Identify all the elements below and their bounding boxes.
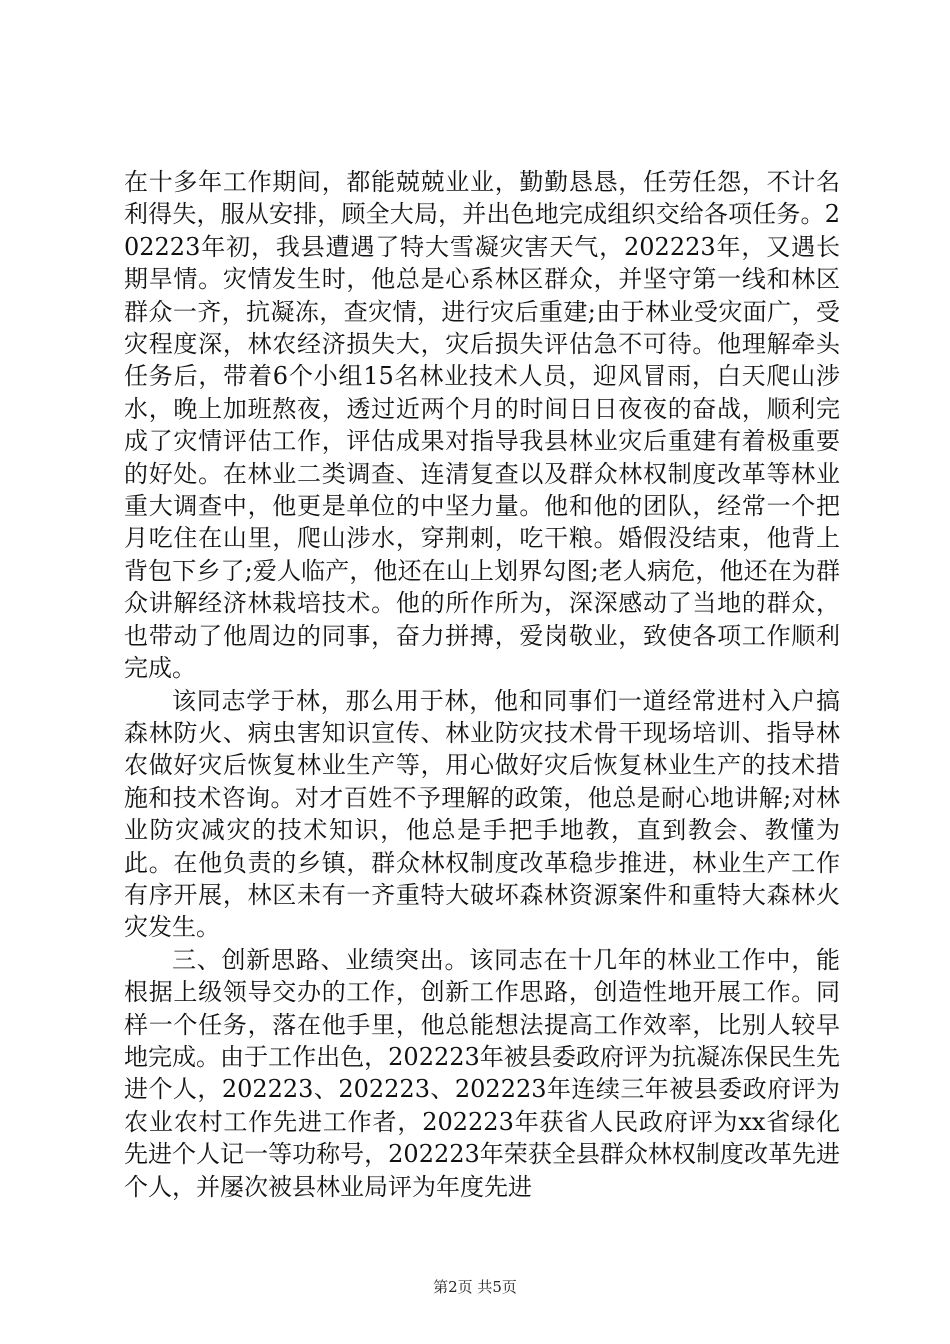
page-number: 第2页 共5页 [433, 1278, 517, 1296]
document-body [124, 166, 840, 1203]
paragraph-2: 该同志学于林，那么用于林，他和同事们一道经常进村入户搞森林防火、病虫害知识宣传、林业防灾技术骨干现场培训、指导林农做好灾后恢复林业生产等，用心做好灾后恢复林业生产的技术措施和技术咨询。对才百姓不予理解的政策，他总是耐心地讲解;对林业防灾减灾的技术知识，他总是手把手地教，直到教会、教懂为此。在他负责的乡镇，群众林权制度改革稳步推进，林业生产工作有序开展，林区未有一齐重特大破坏森林资源案件和重特大森林火灾发生。 [124, 686, 840, 942]
paragraph-3: 三、创新思路、业绩突出。该同志在十几年的林业工作中，能根据上级领导交办的工作，创新工作思路，创造性地开展工作。同样一个任务，落在他手里，他总能想法提高工作效率，比别人较早地完成。由于工作出色，202223年被县委政府评为抗凝冻保民生先进个人，202223、202223、202223年连续三年被县委政府评为农业农村工作先进工作者，202223年获省人民政府评为xx省绿化先进个人记一等功称号，202223年荣获全县群众林权制度改革先进个人，并屡次被县林业局评为年度先进 [124, 945, 840, 1201]
paragraph-1: 在十多年工作期间，都能兢兢业业，勤勤恳恳，任劳任怨，不计名利得失，服从安排，顾全大局，并出色地完成组织交给各项任务。202223年初，我县遭遇了特大雪凝灾害天气，202223年，又遇长期旱情。灾情发生时，他总是心系林区群众，并坚守第一线和林区群众一齐，抗凝冻，查灾情，进行灾后重建;由于林业受灾面广，受灾程度深，林农经济损失大，灾后损失评估急不可待。他理解牵头任务后，带着6个小组15名林业技术人员，迎风冒雨，白天爬山涉水，晚上加班熬夜，透过近两个月的时间日日夜夜的奋战，顺利完成了灾情评估工作，评估成果对指导我县林业灾后重建有着极重要的好处。在林业二类调查、连清复查以及群众林权制度改革等林业重大调查中，他更是单位的中坚力量。他和他的团队，经常一个把月吃住在山里，爬山涉水，穿荆刺，吃干粮。婚假没结束，他背上背包下乡了;爱人临产，他还在山上划界勾图;老人病危，他还在为群众讲解经济林栽培技术。他的所作所为，深深感动了当地的群众，也带动了他周边的同事，奋力拼搏，爱岗敬业，致使各项工作顺利完成。 [124, 168, 840, 683]
page-footer [0, 1276, 950, 1297]
